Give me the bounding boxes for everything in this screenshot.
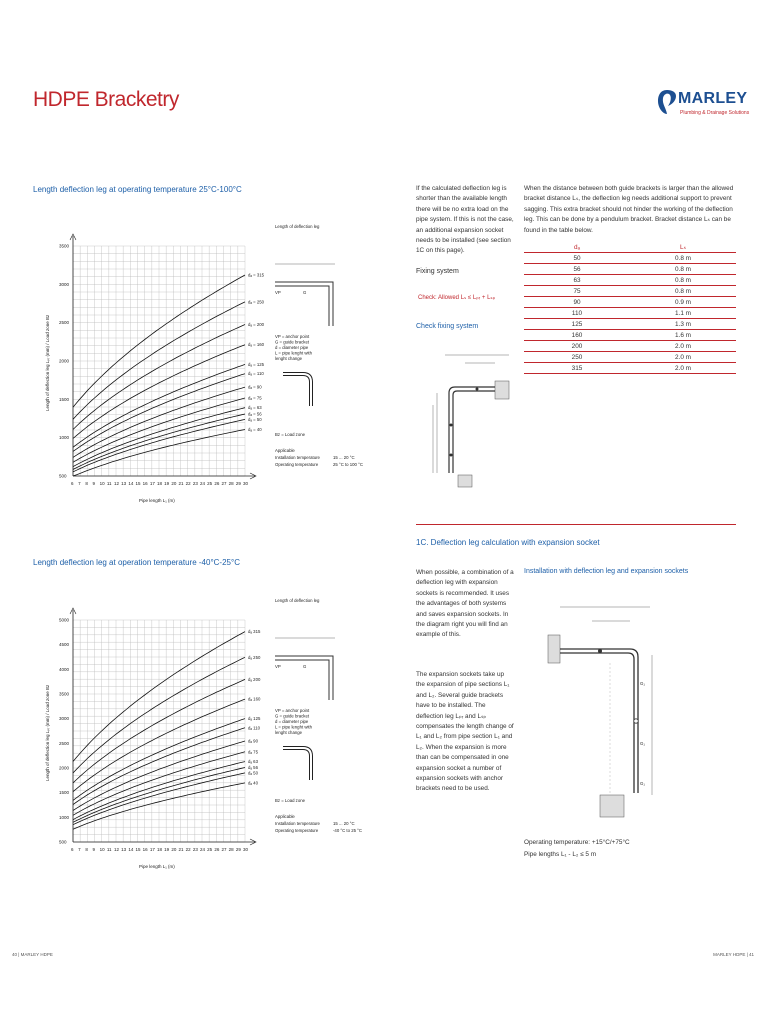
wall-block-bottom: [458, 475, 472, 487]
legend-key-line: L = pipe lenght with: [275, 724, 312, 730]
install-temp-value: 15 ... 20 °C: [333, 821, 355, 826]
table-cell-diameter: 63: [524, 275, 630, 286]
legend-key-line: L = pipe lenght with: [275, 350, 312, 356]
x-tick-label: 17: [149, 847, 155, 852]
elbow-icon: [283, 748, 311, 780]
series-label: dₐ 56: [248, 764, 258, 770]
series-label: dₐ = 75: [248, 395, 262, 401]
series-label: dₐ 63: [248, 759, 258, 765]
operating-temperature-text: Operating temperature: +15°C/+75°C: [524, 839, 630, 846]
x-tick-label: 15: [135, 847, 141, 852]
y-tick-label: 3000: [59, 281, 70, 287]
install-temp-label: Installation temperature: [275, 821, 320, 826]
x-tick-label: 27: [221, 481, 227, 486]
x-tick-label: 6: [71, 847, 74, 852]
oper-temp-label: Operating temperature: [275, 828, 319, 833]
anchor-floor: [600, 795, 624, 817]
svg-text:G₁: G₁: [640, 681, 645, 686]
x-tick-label: 7: [78, 481, 81, 486]
x-tick-label: 23: [192, 481, 198, 486]
table-cell-distance: 0.8 m: [630, 264, 736, 275]
x-tick-label: 10: [99, 847, 105, 852]
applicable-label: Applicable: [275, 814, 295, 819]
check-fixing-diagram: [425, 345, 515, 490]
check-allowed-text: Check: Allowed Lₛ ≤ Lₚᵣ + Lₛₚ: [418, 295, 496, 301]
y-tick-label: 3000: [59, 716, 70, 722]
table-cell-distance: 0.8 m: [630, 275, 736, 286]
load-zone-label: Bz = Load zone: [275, 798, 305, 803]
x-tick-label: 29: [235, 847, 241, 852]
svg-text:G₁: G₁: [640, 741, 645, 746]
series-label: dₐ = 50: [248, 416, 262, 422]
x-tick-label: 14: [128, 481, 134, 486]
mid-paragraph: If the calculated deflection leg is shorter than the available length there will be no extra load on the pipe system. If this is not the case, an additional expansion socket needs to be installed (see section 1C on this page).: [416, 185, 514, 255]
section-1c-paragraph-2: The expansion sockets take up the expansion of pipe sections L₁ and L₂. Several guide brackets have to be installed. The deflection leg Lₚᵣ and Lₛₚ compensates the length change of L₁ and L₂ from pipe section L₁ and L₂. When the expansion is more than can be compensated in one expansion socket a number of expansion sockets with anchor brackets need to be used.: [416, 671, 514, 793]
x-tick-label: 19: [164, 847, 170, 852]
legend-title: Length of deflection leg: [275, 598, 320, 603]
series-label: dₐ 160: [248, 696, 261, 702]
x-tick-label: 7: [78, 847, 81, 852]
table-row: [524, 308, 736, 319]
x-tick-label: 30: [243, 847, 249, 852]
legend-key-line: d = diameter pipe: [275, 345, 309, 350]
schematic-pipe: [275, 656, 333, 700]
check-fixing-heading: Check fixing system: [416, 323, 479, 330]
x-tick-label: 30: [243, 481, 249, 486]
table-cell-diameter: 75: [524, 286, 630, 297]
footer-left: 40 | MARLEY HDPE: [12, 952, 53, 957]
table-cell-diameter: 90: [524, 297, 630, 308]
table-cell-diameter: 315: [524, 363, 630, 374]
x-axis-label: Pipe length L₁ (m): [139, 498, 175, 503]
x-tick-label: 24: [200, 847, 206, 852]
x-tick-label: 8: [85, 847, 88, 852]
series-label: dₐ 50: [248, 770, 258, 776]
y-tick-label: 500: [59, 839, 67, 845]
installation-diagram: [540, 595, 680, 825]
oper-temp-value: -40 °C to 25 °C: [333, 828, 362, 833]
chart1-heading: Length deflection leg at operating temperature 25°C-100°C: [33, 185, 242, 194]
table-cell-diameter: 110: [524, 308, 630, 319]
x-tick-label: 20: [171, 847, 177, 852]
page-title: HDPE Bracketry: [33, 88, 179, 111]
x-tick-label: 15: [135, 481, 141, 486]
schematic-g-label: G: [303, 664, 307, 669]
table-cell-distance: 2.0 m: [630, 363, 736, 374]
x-tick-label: 26: [214, 847, 220, 852]
table-header-diameter: dₐ: [524, 242, 630, 253]
applicable-label: Applicable: [275, 448, 295, 453]
x-tick-label: 20: [171, 481, 177, 486]
chart2-plot: [33, 592, 383, 884]
series-label: dₐ = 63: [248, 405, 262, 411]
table-cell-diameter: 160: [524, 330, 630, 341]
schematic-vp-label: VP: [275, 290, 281, 295]
table-cell-distance: 1.6 m: [630, 330, 736, 341]
logo-tagline: Plumbing & Drainage Solutions: [680, 110, 750, 116]
y-axis-label: Length of deflection leg Lₚᵣ (mm) / Load zone Bz: [45, 314, 50, 411]
table-row: [524, 352, 736, 363]
load-zone-label: Bz = Load zone: [275, 432, 305, 437]
legend-key-line: VP = anchor point: [275, 334, 310, 339]
elbow-icon-inner: [283, 374, 311, 406]
y-tick-label: 1000: [59, 814, 70, 820]
y-tick-label: 2500: [59, 320, 70, 326]
table-row: [524, 286, 736, 297]
x-tick-label: 18: [157, 481, 163, 486]
section-1c-heading: 1C. Deflection leg calculation with expansion socket: [416, 538, 600, 547]
table-header-distance: Lₛ: [630, 242, 736, 253]
x-tick-label: 8: [85, 481, 88, 486]
x-tick-label: 18: [157, 847, 163, 852]
x-tick-label: 9: [92, 481, 96, 486]
y-tick-label: 1000: [59, 435, 70, 441]
series-label: dₐ 250: [248, 654, 261, 660]
x-tick-label: 10: [99, 481, 105, 486]
y-tick-label: 1500: [59, 790, 70, 796]
logo-wordmark: MARLEY: [678, 90, 748, 107]
table-row: [524, 330, 736, 341]
table-row: [524, 275, 736, 286]
x-tick-label: 21: [178, 847, 184, 852]
table-cell-distance: 2.0 m: [630, 341, 736, 352]
x-tick-label: 16: [142, 481, 148, 486]
table-header-row: [524, 242, 736, 253]
x-axis-label: Pipe length L₁ (m): [139, 864, 175, 869]
table-cell-diameter: 56: [524, 264, 630, 275]
y-tick-label: 3500: [59, 243, 70, 249]
series-label: dₐ = 315: [248, 272, 265, 278]
x-tick-label: 19: [164, 481, 170, 486]
install-temp-label: Installation temperature: [275, 455, 320, 460]
installation-heading: Installation with deflection leg and expansion sockets: [524, 568, 689, 575]
series-label: dₐ 315: [248, 629, 261, 635]
y-tick-label: 2000: [59, 765, 70, 771]
series-label: dₐ = 250: [248, 299, 265, 305]
y-tick-label: 4500: [59, 642, 70, 648]
elbow-icon-inner: [283, 748, 311, 780]
y-tick-label: 3500: [59, 691, 70, 697]
table-cell-distance: 0.9 m: [630, 297, 736, 308]
schematic-vp-label: VP: [275, 664, 281, 669]
fixing-system-heading: Fixing system: [416, 268, 459, 275]
x-tick-label: 6: [71, 481, 74, 486]
x-tick-label: 16: [142, 847, 148, 852]
x-tick-label: 27: [221, 847, 227, 852]
x-tick-label: 24: [200, 481, 206, 486]
x-tick-label: 22: [185, 847, 191, 852]
x-tick-label: 14: [128, 847, 134, 852]
y-tick-label: 2000: [59, 358, 70, 364]
anchor-wall-left: [548, 635, 560, 663]
x-tick-label: 12: [114, 481, 120, 486]
schematic-pipe: [275, 282, 333, 326]
schematic-g-label: G: [303, 290, 307, 295]
legend-key-line: d = diameter pipe: [275, 719, 309, 724]
series-label: dₐ 110: [248, 725, 261, 731]
table-cell-distance: 1.1 m: [630, 308, 736, 319]
table-row: [524, 319, 736, 330]
y-tick-label: 1500: [59, 396, 70, 402]
legend-key-line: lenght change: [275, 356, 302, 361]
table-row: [524, 341, 736, 352]
pipe-lengths-text: Pipe lengths L₁ - L₂ ≤ 5 m: [524, 851, 597, 858]
series-label: dₐ = 56: [248, 411, 262, 417]
table-row: [524, 264, 736, 275]
table-cell-distance: 2.0 m: [630, 352, 736, 363]
oper-temp-value: 25 °C to 100 °C: [333, 462, 363, 467]
x-tick-label: 13: [121, 847, 127, 852]
install-temp-value: 15 ... 20 °C: [333, 455, 355, 460]
y-tick-label: 4000: [59, 666, 70, 672]
y-tick-label: 5000: [59, 617, 70, 623]
elbow-icon: [283, 374, 311, 406]
y-tick-label: 500: [59, 473, 67, 479]
series-label: dₐ = 90: [248, 384, 262, 390]
series-label: dₐ 125: [248, 716, 261, 722]
chart1-plot: [33, 218, 383, 518]
legend-key-line: G = guide bracket: [275, 339, 310, 345]
x-tick-label: 17: [149, 481, 155, 486]
series-label: dₐ = 160: [248, 342, 265, 348]
schematic-pipe-inner: [275, 286, 329, 326]
table-cell-diameter: 250: [524, 352, 630, 363]
table-row: [524, 363, 736, 374]
section-divider: [416, 524, 736, 525]
x-tick-label: 28: [228, 847, 234, 852]
table-cell-diameter: 200: [524, 341, 630, 352]
x-tick-label: 11: [106, 481, 112, 486]
table-row: [524, 253, 736, 264]
x-tick-label: 25: [207, 847, 213, 852]
marley-logo: [656, 88, 750, 124]
series-label: dₐ 200: [248, 676, 261, 682]
x-tick-label: 9: [92, 847, 96, 852]
series-label: dₐ = 40: [248, 427, 262, 433]
wall-block-top: [495, 381, 509, 399]
x-tick-label: 22: [185, 481, 191, 486]
legend-key-line: lenght change: [275, 730, 302, 735]
right-paragraph: When the distance between both guide brackets is larger than the allowed bracket distance Lₛ, the deflection leg needs additional support to prevent sagging. This extra bracket should not hinder the working of the deflection leg. This can be done by a pendulum bracket. Bracket distance Lₛ can be found in the table below.: [524, 185, 734, 234]
x-tick-label: 29: [235, 481, 241, 486]
bracket-distance-table: [524, 242, 736, 374]
table-cell-diameter: 50: [524, 253, 630, 264]
svg-text:G₁: G₁: [640, 781, 645, 786]
legend-title: Length of deflection leg: [275, 224, 320, 229]
table-cell-distance: 0.8 m: [630, 253, 736, 264]
table-cell-distance: 0.8 m: [630, 286, 736, 297]
x-tick-label: 21: [178, 481, 184, 486]
legend-key-line: VP = anchor point: [275, 708, 310, 713]
series-label: dₐ = 125: [248, 361, 265, 367]
marley-emblem-icon: [656, 88, 678, 116]
x-tick-label: 13: [121, 481, 127, 486]
y-axis-label: Length of deflection leg Lₚᵣ (mm) / Load zone Bz: [45, 684, 50, 781]
series-label: dₐ 75: [248, 749, 258, 755]
y-tick-label: 2500: [59, 740, 70, 746]
x-tick-label: 12: [114, 847, 120, 852]
legend-key-line: G = guide bracket: [275, 713, 310, 719]
series-label: dₐ = 110: [248, 371, 264, 377]
table-cell-distance: 1.3 m: [630, 319, 736, 330]
x-tick-label: 25: [207, 481, 213, 486]
footer-right: MARLEY HDPE | 41: [713, 952, 754, 957]
section-1c-paragraph-1: When possible, a combination of a deflection leg with expansion sockets is recommended. It uses the advantages of both systems and saves expansion sockets. In the diagram right you will find an example of this.: [416, 569, 514, 639]
series-label: dₐ 90: [248, 738, 258, 744]
table-cell-diameter: 125: [524, 319, 630, 330]
schematic-pipe-inner: [275, 660, 329, 700]
chart2-heading: Length deflection leg at operation temperature -40°C-25°C: [33, 558, 240, 567]
x-tick-label: 26: [214, 481, 220, 486]
oper-temp-label: Operating temperature: [275, 462, 319, 467]
table-row: [524, 297, 736, 308]
x-tick-label: 28: [228, 481, 234, 486]
x-tick-label: 23: [192, 847, 198, 852]
x-tick-label: 11: [106, 847, 112, 852]
series-label: dₐ = 200: [248, 322, 265, 328]
series-label: dₐ 40: [248, 780, 258, 786]
